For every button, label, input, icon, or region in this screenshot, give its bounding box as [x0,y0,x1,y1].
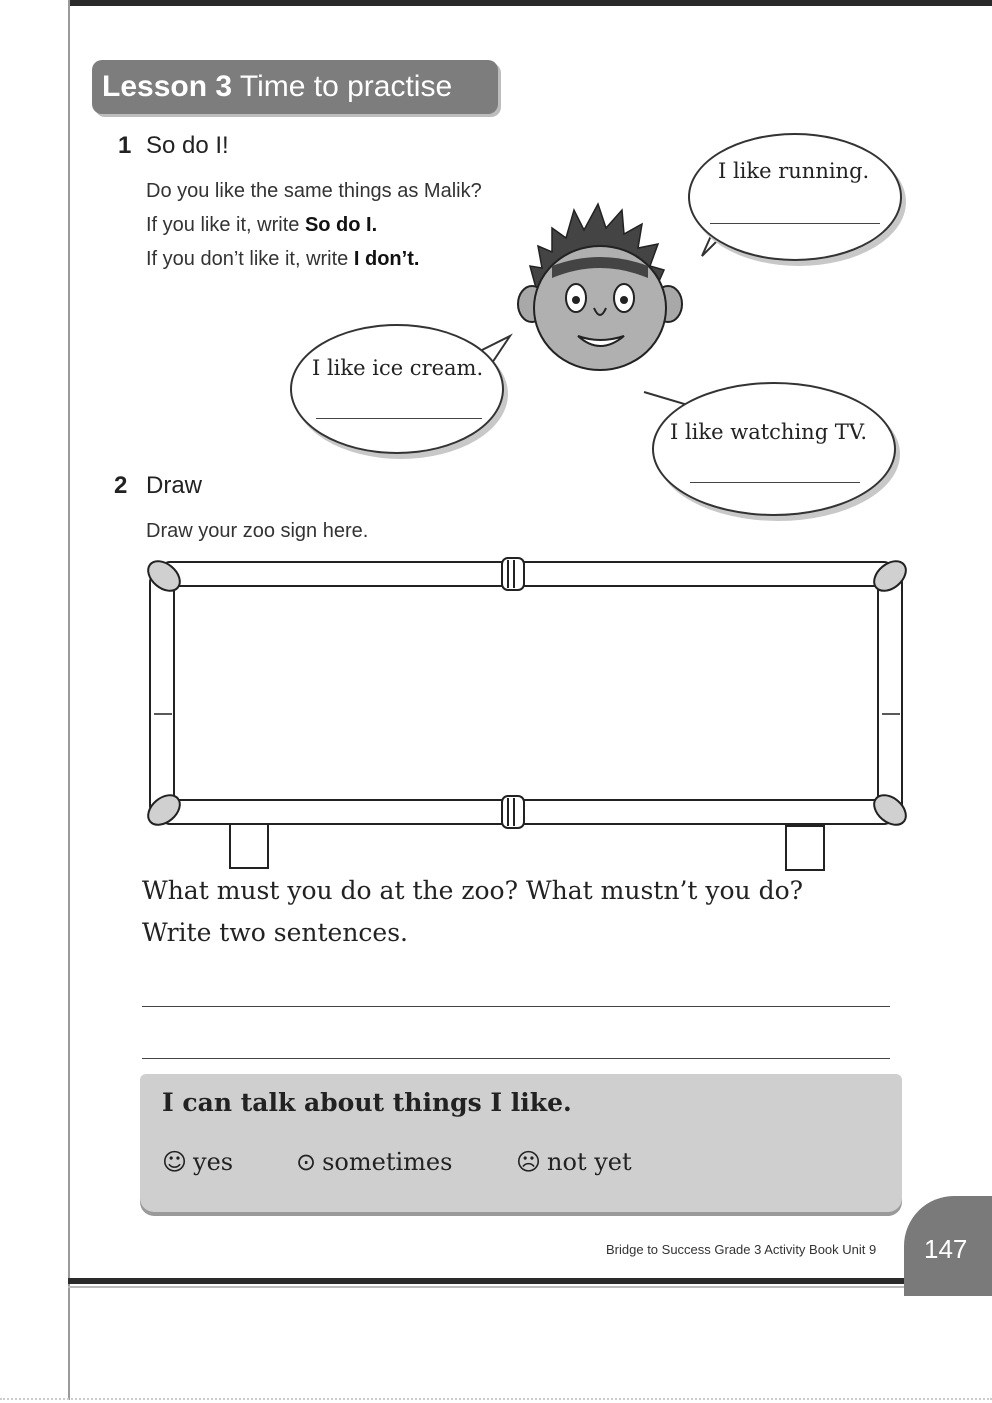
instruction-bold: I don’t. [353,248,420,270]
instruction-line-1 [146,180,482,203]
instruction-bold: So do I. [304,214,378,236]
instruction-text: Do you like the same things as Malik? [146,180,482,202]
bubble-text-ice-cream: I like ice cream. [312,356,484,380]
section-1-title: So do I! [146,132,229,159]
lesson-title: Time to practise [239,70,453,103]
rating-label: not yet [547,1148,632,1176]
page-edge-bottom-shadow [68,1286,992,1288]
bubble-text-running: I like running. [718,159,870,183]
rating-sometimes[interactable] [296,1148,452,1176]
question-line-2: Write two sentences. [142,918,408,947]
malik-face-illustration [512,196,686,376]
writing-line-2[interactable] [142,1058,890,1059]
draw-instruction: Draw your zoo sign here. [146,520,369,542]
section-1-number: 1 [118,132,132,159]
lesson-banner [92,60,498,114]
page-edge-left [68,0,70,1400]
instruction-line-3 [146,248,419,271]
frown-icon: ☹ [516,1148,542,1176]
smile-icon: ☺ [162,1148,188,1176]
book-footer: Bridge to Success Grade 3 Activity Book Unit 9 [606,1242,877,1257]
rating-label: yes [193,1148,234,1176]
speech-bubble-ice-cream [290,324,504,454]
page-edge-top [70,0,992,6]
writing-line-1[interactable] [142,1006,890,1007]
bubble-text-tv: I like watching TV. [670,420,867,444]
answer-line-running[interactable] [710,223,880,224]
question-line-1: What must you do at the zoo? What mustn’t you do? [142,876,804,905]
zoo-sign-frame[interactable] [142,556,912,872]
instruction-text: If you don’t like it, write [146,248,354,270]
answer-line-ice-cream[interactable] [316,418,482,419]
answer-line-tv[interactable] [690,482,860,483]
section-2-number: 2 [114,472,128,499]
section-2-title: Draw [146,472,203,499]
rating-yes[interactable] [162,1148,233,1176]
page-edge-bottom [68,1278,992,1284]
speech-bubble-tv [652,382,896,516]
self-assessment-title: I can talk about things I like. [162,1088,572,1117]
self-assessment-box [140,1074,902,1212]
lesson-number: Lesson 3 [102,70,233,103]
speech-bubble-running [688,133,902,261]
neutral-face-icon: ⊙ [296,1148,317,1176]
scan-edge [0,1398,992,1400]
rating-not-yet[interactable] [516,1148,632,1176]
rating-label: sometimes [322,1148,453,1176]
instruction-text: If you like it, write [146,214,305,236]
page-number: 147 [924,1234,968,1264]
instruction-line-2 [146,214,377,237]
